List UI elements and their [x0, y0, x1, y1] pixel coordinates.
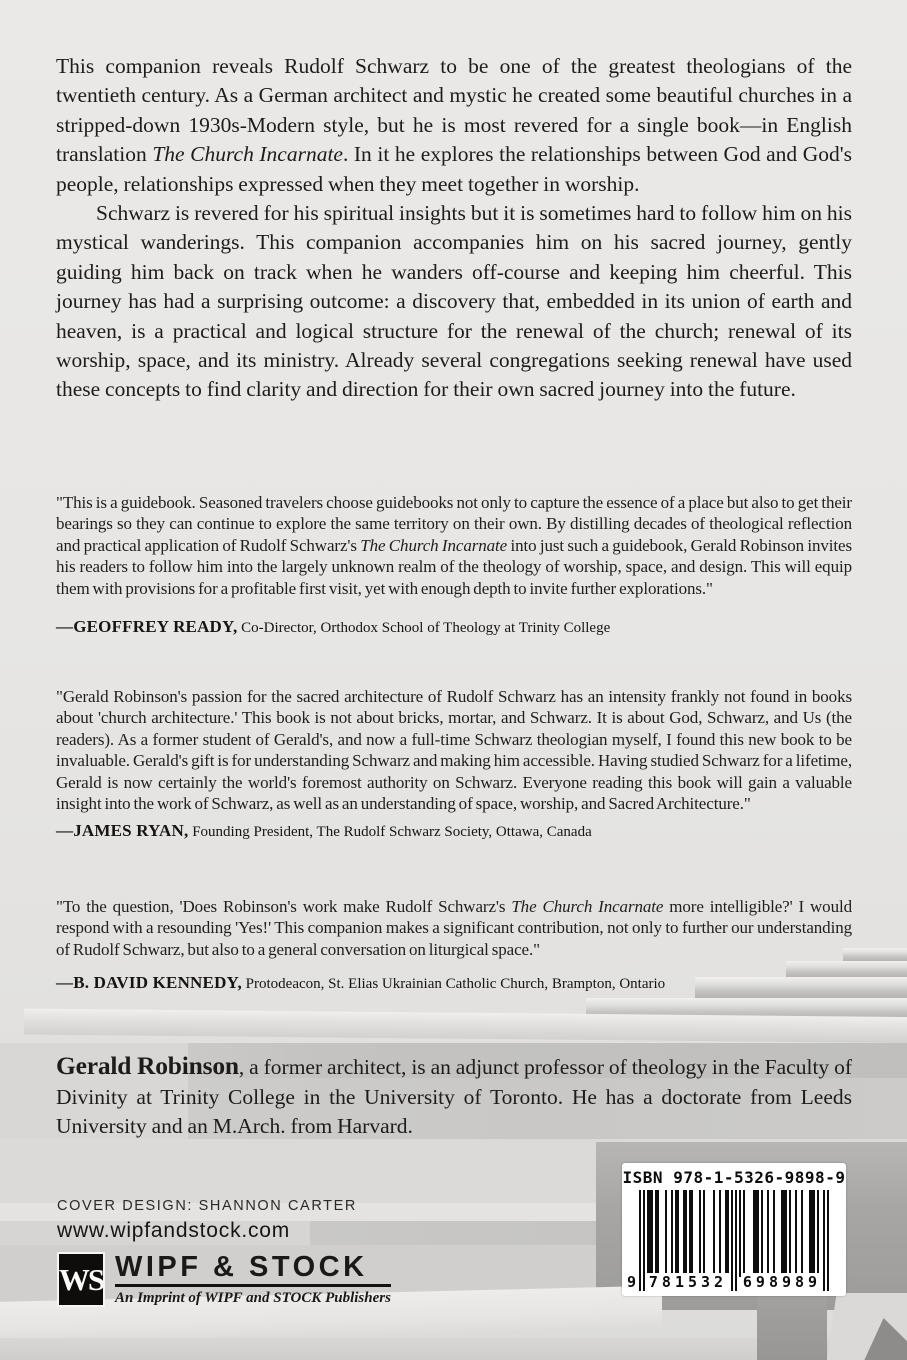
endorsement-2 — [56, 686, 852, 842]
quote-text: "To the question, 'Does Robinson's work make Rudolf Schwarz's — [56, 897, 512, 916]
endorsement-3 — [56, 896, 852, 994]
barcode-digit-group-2: 698989 — [742, 1273, 822, 1291]
quote-text: "This is a guidebook. Seasoned travelers choose guidebooks not only to capture the essence of a place but also to get their bearings so they can continue to explore the same territory on their own. By distilling decades of theological reflection and practical application of Rudolf Schwarz's — [56, 493, 852, 555]
synopsis-text: This companion reveals Rudolf Schwarz to be one of the greatest theologians of the twentieth century. As a German architect and mystic he created some beautiful churches in a stripped-down 1930s-Modern style, but he is most revered for a single book—in English translation — [56, 54, 852, 167]
publisher-logo-block — [57, 1252, 391, 1307]
barcode-digit-lead: 9 — [626, 1273, 637, 1291]
endorsement-quote — [56, 492, 852, 599]
synopsis-paragraph-2: Schwarz is revered for his spiritual insights but it is sometimes hard to follow him on his mystical wanderings. This companion accompanies him on his sacred journey, gently guiding him back on track when he wanders off-course and keeping him cheerful. This journey has had a surprising outcome: a discovery that, embedded in its union of earth and heaven, is a practical and logical structure for the renewal of the church; renewal of its worship, space, and its ministry. Already several congregations seeking renewal have used these concepts to find clarity and direction for their own sacred journey into the future. — [56, 201, 852, 402]
stair-step-1 — [843, 948, 907, 962]
author-bio — [56, 1051, 852, 1142]
quote-text: into just such a guidebook, Gerald Robinson invites his readers to follow him into the largely unknown realm of the theology of worship, space, and design. This will equip them with provisions for a profitable first visit, yet with enough depth to invite further explorations." — [56, 535, 852, 598]
endorsement-quote — [56, 896, 852, 960]
synopsis-text: . In it he explores the relationships between God and God's people, relationships expressed when they meet together in worship. — [56, 142, 852, 196]
endorsement-attribution — [56, 821, 852, 842]
author-name: Gerald Robinson — [56, 1051, 239, 1080]
dark-column — [757, 1290, 827, 1360]
synopsis-paragraph-1 — [56, 52, 852, 199]
endorser-role: Protodeacon, St. Elias Ukrainian Catholic Church, Brampton, Ontario — [241, 976, 666, 993]
publisher-text — [115, 1252, 391, 1307]
book-title-italic: The Church Incarnate — [360, 535, 508, 555]
endorsement-quote — [56, 686, 852, 814]
quote-text: more intelligible?' I would respond with a resounding 'Yes!' This companion makes a significant contribution, not only to further our understanding of Rudolf Schwarz, but also to a general conversation on liturgical space." — [56, 897, 852, 959]
endorser-name: —JAMES RYAN, — [56, 821, 189, 841]
isbn-number: ISBN 978-1-5326-9898-9 — [622, 1168, 846, 1187]
endorsement-attribution — [56, 617, 852, 638]
credits-block — [57, 1198, 357, 1243]
author-bio-section — [56, 1051, 852, 1142]
publisher-imprint-line: An Imprint of WIPF and STOCK Publishers — [115, 1290, 391, 1306]
endorser-name: —B. DAVID KENNEDY, — [56, 973, 242, 993]
endorsement-attribution — [56, 973, 852, 994]
quote-text: "Gerald Robinson's passion for the sacred architecture of Rudolf Schwarz has an intensity frankly not found in books about 'church architecture.' This book is not about bricks, mortar, and Schwarz. It is about God, Schwarz, and Us (the readers). As a former student of Gerald's, and now a full-time Schwarz theologian myself, I found this new book to be invaluable. Gerald's gift is for understanding Schwarz and making him accessible. Having studied Schwarz for a lifetime, Gerald is now certainly the world's foremost authority on Schwarz. Everyone reading this book will gain a valuable insight into the work of Schwarz, as well as an understanding of space, worship, and Sacred Architecture." — [56, 687, 852, 814]
wipf-stock-logo-icon: WS — [57, 1252, 105, 1307]
endorser-role: Co-Director, Orthodox School of Theology at Trinity College — [237, 620, 611, 637]
endorsement-1 — [56, 492, 852, 638]
publisher-name: WIPF & STOCK — [115, 1252, 391, 1287]
publisher-website: www.wipfandstock.com — [57, 1219, 291, 1242]
synopsis-section — [56, 52, 852, 405]
barcode-digit-group-1: 781532 — [648, 1273, 728, 1291]
book-title-italic: The Church Incarnate — [152, 142, 343, 167]
endorser-role: Founding President, The Rudolf Schwarz Society, Ottawa, Canada — [188, 824, 592, 841]
endorser-name: —GEOFFREY READY, — [56, 617, 238, 637]
cover-design-credit: COVER DESIGN: SHANNON CARTER — [57, 1198, 357, 1214]
barcode-digits — [624, 1273, 844, 1293]
author-bio-text: , a former architect, is an adjunct professor of theology in the Faculty of Divinity at Trinity College in the University of Toronto. He has a doctorate from Leeds University and an M.Arch. from Harvard. — [56, 1055, 852, 1138]
isbn-barcode-box — [622, 1163, 846, 1296]
book-title-italic: The Church Incarnate — [511, 897, 664, 916]
